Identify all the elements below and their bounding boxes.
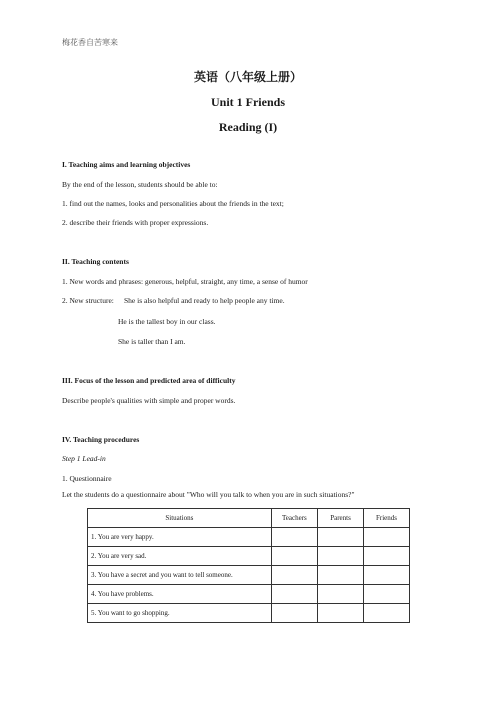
table-row — [88, 528, 410, 547]
answer-cell[interactable] — [318, 547, 364, 566]
aims-item: 2. describe their friends with proper expressions. — [62, 218, 209, 227]
answer-cell[interactable] — [271, 528, 317, 547]
answer-cell[interactable] — [271, 585, 317, 604]
table-row — [88, 547, 410, 566]
document-title-chinese: 英语（八年级上册） — [193, 70, 302, 84]
column-header-parents: Parents — [318, 509, 364, 528]
situation-cell: 2. You are very sad. — [88, 547, 272, 566]
lesson-title: Reading (I) — [218, 120, 278, 134]
answer-cell[interactable] — [363, 566, 409, 585]
answer-cell[interactable] — [271, 604, 317, 623]
unit-title: Unit 1 Friends — [210, 95, 285, 109]
column-header-teachers: Teachers — [271, 509, 317, 528]
table-header-row — [88, 509, 410, 528]
answer-cell[interactable] — [363, 547, 409, 566]
answer-cell[interactable] — [318, 566, 364, 585]
section-heading-focus: III. Focus of the lesson and predicted area of difficulty — [62, 376, 236, 385]
procedure-subitem: 1. Questionnaire — [62, 474, 112, 483]
header-note: 梅花香自苦寒来 — [62, 38, 118, 47]
aims-intro: By the end of the lesson, students should be able to: — [62, 180, 218, 189]
column-header-situations: Situations — [88, 509, 272, 528]
contents-item-structure-label: 2. New structure: — [62, 296, 114, 305]
situation-cell: 5. You want to go shopping. — [88, 604, 272, 623]
answer-cell[interactable] — [318, 585, 364, 604]
situation-cell: 3. You have a secret and you want to tell someone. — [88, 566, 272, 585]
section-heading-aims: I. Teaching aims and learning objectives — [62, 160, 191, 169]
questionnaire-table — [87, 508, 410, 623]
table-row — [88, 604, 410, 623]
table-row — [88, 585, 410, 604]
procedure-instruction: Let the students do a questionnaire about "Who will you talk to when you are in such situations?" — [62, 490, 355, 499]
aims-item: 1. find out the names, looks and personalities about the friends in the text; — [62, 199, 284, 208]
structure-sentence: He is the tallest boy in our class. — [118, 317, 216, 326]
section-heading-contents: II. Teaching contents — [62, 257, 129, 266]
step-heading: Step 1 Lead-in — [62, 454, 106, 463]
focus-text: Describe people's qualities with simple and proper words. — [62, 396, 236, 405]
section-heading-procedures: IV. Teaching procedures — [62, 435, 140, 444]
answer-cell[interactable] — [318, 604, 364, 623]
contents-item-words: 1. New words and phrases: generous, helpful, straight, any time, a sense of humor — [62, 277, 308, 286]
answer-cell[interactable] — [363, 528, 409, 547]
column-header-friends: Friends — [363, 509, 409, 528]
answer-cell[interactable] — [363, 585, 409, 604]
answer-cell[interactable] — [271, 547, 317, 566]
structure-sentence: She is also helpful and ready to help people any time. — [124, 296, 285, 305]
table-row — [88, 566, 410, 585]
answer-cell[interactable] — [318, 528, 364, 547]
structure-sentence: She is taller than I am. — [118, 337, 186, 346]
situation-cell: 4. You have problems. — [88, 585, 272, 604]
situation-cell: 1. You are very happy. — [88, 528, 272, 547]
answer-cell[interactable] — [363, 604, 409, 623]
answer-cell[interactable] — [271, 566, 317, 585]
